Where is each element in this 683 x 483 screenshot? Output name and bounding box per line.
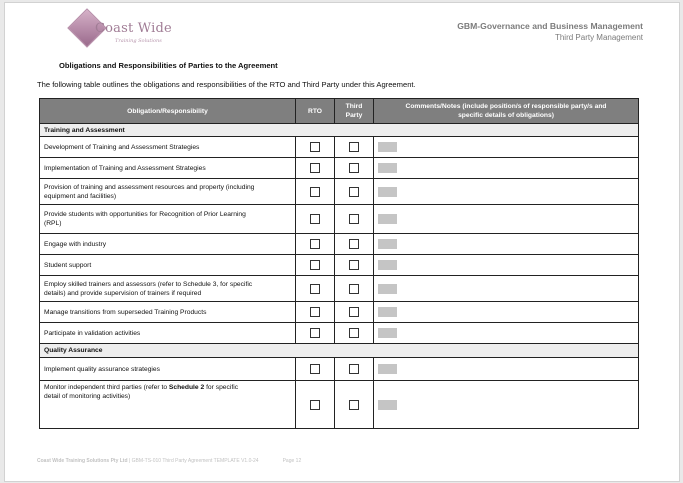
obligation-line: equipment and facilities) — [44, 192, 117, 200]
header-subtitle: Third Party Management — [554, 33, 643, 42]
obligation-line: Monitor independent third parties (refer to — [44, 384, 169, 391]
rto-cell — [296, 323, 335, 344]
obligation-text — [40, 205, 296, 234]
third-party-cell — [335, 137, 374, 158]
table-row — [40, 381, 639, 429]
obligation-line: Provide students with opportunities for Recognition of Prior Learning — [44, 211, 246, 218]
obligation-line: details) and provide supervision of trainers if required — [44, 289, 202, 297]
third-party-checkbox[interactable] — [349, 260, 359, 270]
rto-cell — [296, 205, 335, 234]
rto-checkbox[interactable] — [310, 260, 320, 270]
rto-checkbox[interactable] — [310, 163, 320, 173]
rto-cell — [296, 381, 335, 429]
obligation-line: (RPL) — [44, 220, 62, 227]
rto-cell — [296, 358, 335, 381]
obligation-text — [40, 276, 296, 302]
third-party-cell — [335, 179, 374, 205]
rto-checkbox[interactable] — [310, 307, 320, 317]
rto-cell — [296, 158, 335, 179]
comments-cell[interactable] — [374, 358, 639, 381]
rto-cell — [296, 302, 335, 323]
third-party-cell — [335, 381, 374, 429]
comments-cell[interactable] — [374, 302, 639, 323]
rto-checkbox[interactable] — [310, 400, 320, 410]
obligation-text: Development of Training and Assessment Strategies — [40, 137, 296, 158]
third-party-checkbox[interactable] — [349, 214, 359, 224]
obligation-text: Implement quality assurance strategies — [40, 358, 296, 381]
rto-checkbox[interactable] — [310, 328, 320, 338]
rto-checkbox[interactable] — [310, 364, 320, 374]
table-row — [40, 276, 639, 302]
third-party-cell — [335, 302, 374, 323]
third-party-checkbox[interactable] — [349, 400, 359, 410]
logo-wordmark: Coast Wide — [95, 21, 172, 36]
table-row — [40, 358, 639, 381]
section-row-quality — [40, 344, 639, 358]
third-party-checkbox[interactable] — [349, 284, 359, 294]
comment-field[interactable] — [378, 364, 397, 374]
rto-checkbox[interactable] — [310, 187, 320, 197]
footer-company: Coast Wide Training Solutions Pty Ltd — [37, 458, 128, 464]
third-party-cell — [335, 205, 374, 234]
third-party-checkbox[interactable] — [349, 239, 359, 249]
comment-field[interactable] — [378, 307, 397, 317]
comments-cell[interactable] — [374, 234, 639, 255]
rto-checkbox[interactable] — [310, 239, 320, 249]
rto-cell — [296, 137, 335, 158]
rto-cell — [296, 276, 335, 302]
section-label: Training and Assessment — [40, 124, 639, 137]
obligation-line: Provision of training and assessment resources and property (including — [44, 183, 255, 191]
comment-field[interactable] — [378, 328, 397, 338]
comment-field[interactable] — [378, 284, 397, 294]
third-party-checkbox[interactable] — [349, 187, 359, 197]
section-row-training — [40, 124, 639, 137]
comment-field[interactable] — [378, 142, 397, 152]
header-rto: RTO — [296, 99, 335, 124]
third-party-checkbox[interactable] — [349, 307, 359, 317]
table-row — [40, 234, 639, 255]
table-row — [40, 137, 639, 158]
comment-field[interactable] — [378, 163, 397, 173]
page-footer — [37, 458, 301, 464]
obligation-text — [40, 381, 296, 429]
footer-document: | GBM-TS-010 Third Party Agreement TEMPLATE V1.0-24 — [127, 458, 259, 464]
obligation-line: Employ skilled trainers and assessors (refer to Schedule 3, for specific — [44, 280, 253, 288]
third-party-checkbox[interactable] — [349, 364, 359, 374]
table-row — [40, 323, 639, 344]
obligation-text: Implementation of Training and Assessment Strategies — [40, 158, 296, 179]
rto-cell — [296, 255, 335, 276]
comments-cell[interactable] — [374, 381, 639, 429]
obligation-text: Engage with industry — [40, 234, 296, 255]
comments-cell[interactable] — [374, 255, 639, 276]
section-label: Quality Assurance — [40, 344, 639, 358]
footer-page-number: Page 12 — [282, 458, 302, 464]
third-party-cell — [335, 358, 374, 381]
obligation-line: for specific — [204, 384, 239, 391]
third-party-cell — [335, 234, 374, 255]
third-party-cell — [335, 323, 374, 344]
header-comments-line2: specific details of obligations) — [458, 112, 554, 119]
header-comments-line1: Comments/Notes (include position/s of responsible party/s and — [405, 103, 607, 110]
section-title: Obligations and Responsibilities of Parties to the Agreement — [59, 61, 278, 70]
comments-cell[interactable] — [374, 323, 639, 344]
header-third-party-line2: Party — [345, 112, 363, 119]
rto-checkbox[interactable] — [310, 214, 320, 224]
comment-field[interactable] — [378, 239, 397, 249]
third-party-checkbox[interactable] — [349, 328, 359, 338]
comment-field[interactable] — [378, 260, 397, 270]
third-party-cell — [335, 276, 374, 302]
comments-cell[interactable] — [374, 137, 639, 158]
header-comments — [374, 99, 639, 124]
comment-field[interactable] — [378, 400, 397, 410]
obligation-line: detail of monitoring activities) — [44, 393, 131, 400]
header-third-party — [335, 99, 374, 124]
header-third-party-line1: Third — [345, 103, 363, 110]
third-party-checkbox[interactable] — [349, 163, 359, 173]
table-header-row — [40, 99, 639, 124]
third-party-cell — [335, 158, 374, 179]
rto-cell — [296, 179, 335, 205]
comments-cell[interactable] — [374, 276, 639, 302]
obligations-table — [39, 98, 639, 429]
third-party-cell — [335, 255, 374, 276]
obligation-text: Participate in validation activities — [40, 323, 296, 344]
third-party-checkbox[interactable] — [349, 142, 359, 152]
schedule-reference: Schedule 2 — [168, 384, 205, 391]
table-row — [40, 158, 639, 179]
header-title: GBM-Governance and Business Management — [457, 21, 643, 31]
comments-cell[interactable] — [374, 158, 639, 179]
table-row — [40, 205, 639, 234]
obligation-text: Manage transitions from superseded Training Products — [40, 302, 296, 323]
company-logo — [67, 11, 177, 53]
document-page — [4, 2, 680, 482]
rto-cell — [296, 234, 335, 255]
comments-cell[interactable] — [374, 205, 639, 234]
comment-field[interactable] — [378, 214, 397, 224]
table-row — [40, 302, 639, 323]
rto-checkbox[interactable] — [310, 284, 320, 294]
comment-field[interactable] — [378, 187, 397, 197]
comments-cell[interactable] — [374, 179, 639, 205]
rto-checkbox[interactable] — [310, 142, 320, 152]
table-row — [40, 255, 639, 276]
obligation-text — [40, 179, 296, 205]
obligation-text: Student support — [40, 255, 296, 276]
header-obligation: Obligation/Responsibility — [40, 99, 296, 124]
logo-tagline: Training Solutions — [115, 38, 162, 44]
table-row — [40, 179, 639, 205]
intro-paragraph: The following table outlines the obligations and responsibilities of the RTO and Third Party under this Agreement. — [37, 80, 416, 89]
